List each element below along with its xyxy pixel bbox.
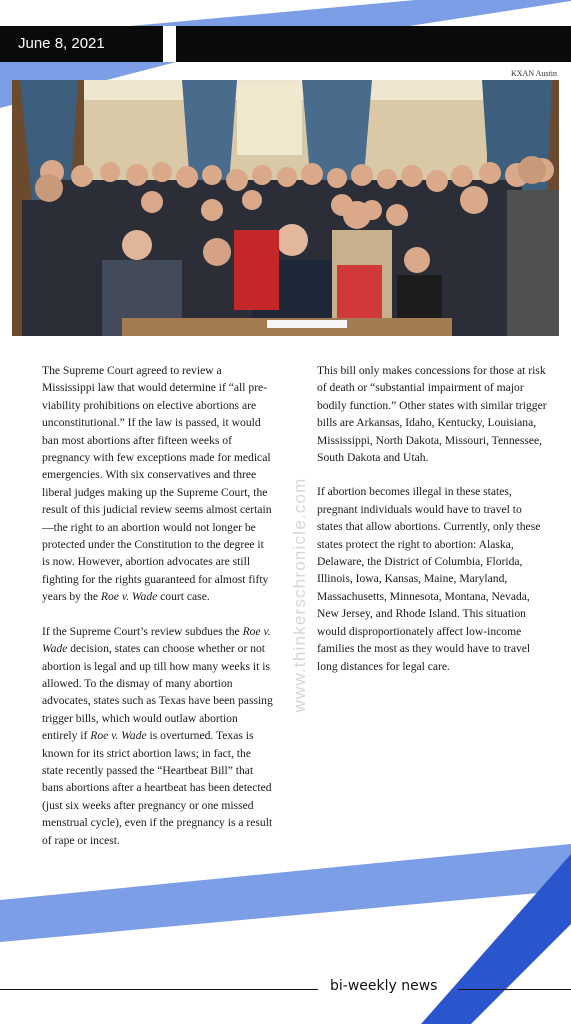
date-label: June 8, 2021: [0, 26, 163, 62]
bottom-light-stripe: [0, 844, 571, 942]
article-paragraph: The Supreme Court agreed to review a Mississippi law that would determine if “all pre-viability prohibitions on elective abortions are unconstitutional.” If the law is passed, it would ban most abortions after fifteen weeks of pregnancy with few exceptions made for medical emergencies. With six conservatives and three liberal judges making up the Supreme Court, the result of this judicial review seems almost certain—the right to an abortion would not longer be protected under the Constitution to the degree it is now. However, abortion advocates are still fighting for the rights guaranteed for almost fifty years by the Roe v. Wade court case.: [42, 364, 272, 604]
bottom-stripe-decoration: [0, 844, 571, 1024]
article-paragraph: If the Supreme Court’s review subdues the Roe v. Wade decision, states can choose whether or not abortion is legal and up till how many weeks it is allowed. To the dismay of many abortion advocates, states such as Texas have been passing trigger bills, which would outlaw abortion entirely if Roe v. Wade is overturned. Texas is known for its strict abortion laws; in fact, the state recently passed the “Heartbeat Bill” that bans abortions after a heartbeat has been detected (just six weeks after pregnancy or one missed menstrual cycle), even if the pregnancy is a result of rape or incest.: [42, 624, 273, 847]
header-bar: [176, 26, 571, 62]
article-column-right: [317, 362, 547, 692]
article-paragraph: This bill only makes concessions for those at risk of death or “substantial impairment of major bodily function.” Other states with similar trigger bills are Arkansas, Idaho, Kentucky, Louisiana, Mississippi, North Dakota, Missouri, Tennessee, South Dakota and Utah.: [317, 364, 547, 465]
footer-line-left: [0, 989, 318, 990]
footer-line-right: [458, 989, 571, 990]
document-on-table: [267, 320, 347, 328]
footer-label: bi-weekly news: [330, 978, 438, 994]
article-column-left: [42, 362, 274, 866]
group-photo-illustration: [12, 80, 559, 336]
site-watermark: www.thinkerschronicle.com: [290, 477, 309, 713]
article-paragraph: If abortion becomes illegal in these states, pregnant individuals would have to travel to states that allow abortions. Currently, only these states protect the right to abortion: Alaska, Delaware, the District of Columbia, Florida, Illinois, Iowa, Kansas, Maine, Maryland, Massachusetts, Minnesota, Montana, Nevada, New Jersey, and Rhode Island. This situation would disproportionately affect low-income families the most as they would have to travel long distances for legal care.: [317, 485, 541, 673]
photo-credit: KXAN Austin: [510, 69, 557, 78]
news-photo: [12, 80, 559, 336]
